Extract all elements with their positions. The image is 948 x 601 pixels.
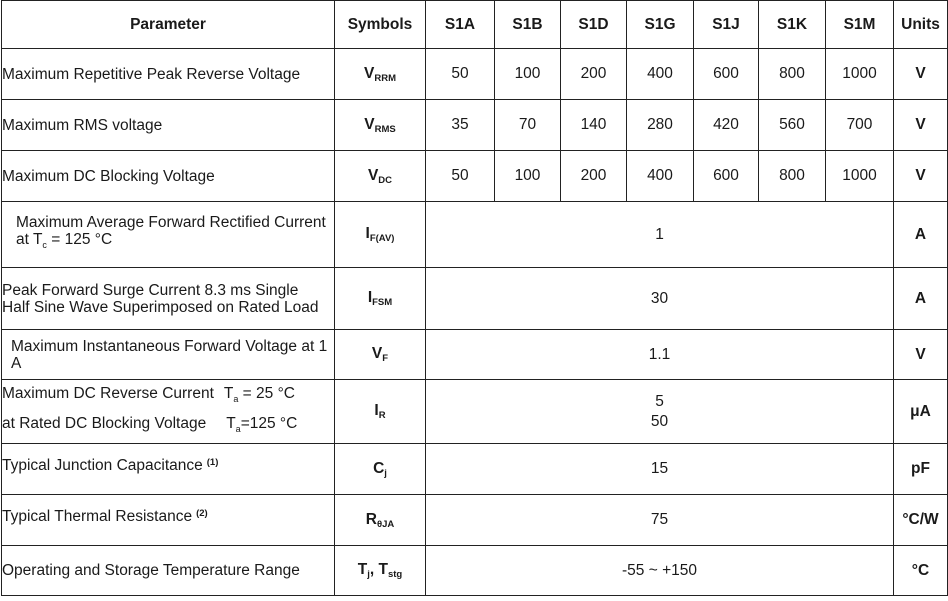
value-vdc-s1m: 1000 <box>826 151 894 202</box>
value-vdc-s1a: 50 <box>426 151 495 202</box>
symbol-temp: $T_j$, $T_{stg}$ <box>335 546 426 596</box>
param-ir <box>2 380 335 444</box>
unit-ir: μA <box>894 380 948 444</box>
symbol-vf: $V_F$ <box>335 330 426 380</box>
note-2-marker: (2) <box>196 508 208 519</box>
param-ifsm-line2: Half Sine Wave Superimposed on Rated Load <box>2 298 319 316</box>
table-row-temp <box>2 546 948 596</box>
value-vdc-s1j: 600 <box>694 151 759 202</box>
value-vrms-s1d: 140 <box>561 100 627 151</box>
table-row-vrms <box>2 100 948 151</box>
header-row <box>2 1 948 49</box>
value-rth: 75 <box>426 495 894 546</box>
table-row-vdc <box>2 151 948 202</box>
value-vrrm-s1k: 800 <box>759 49 826 100</box>
symbol-rth: $R_{\theta JA}$ <box>335 495 426 546</box>
symbol-vrrm: $V_{RRM}$ <box>335 49 426 100</box>
param-vf: Maximum Instantaneous Forward Voltage at 1 A <box>2 330 335 380</box>
value-vrrm-s1d: 200 <box>561 49 627 100</box>
param-vrrm: Maximum Repetitive Peak Reverse Voltage <box>2 49 335 100</box>
value-vrms-s1j: 420 <box>694 100 759 151</box>
value-vdc-s1d: 200 <box>561 151 627 202</box>
value-vrms-s1m: 700 <box>826 100 894 151</box>
device-header-s1g: S1G <box>627 1 694 49</box>
value-ifsm: 30 <box>426 268 894 330</box>
value-vf: 1.1 <box>426 330 894 380</box>
unit-ifav: A <box>894 202 948 268</box>
table-row-ifsm <box>2 268 948 330</box>
value-ifav: 1 <box>426 202 894 268</box>
symbol-vrms: $V_{RMS}$ <box>335 100 426 151</box>
note-1-marker: (1) <box>206 457 219 468</box>
device-header-s1d: S1D <box>561 1 627 49</box>
device-header-s1m: S1M <box>826 1 894 49</box>
table-row-rth <box>2 495 948 546</box>
param-ifsm-line1: Peak Forward Surge Current 8.3 ms Single <box>2 281 299 299</box>
value-ir-125c: 50 <box>650 412 669 430</box>
param-cj: Typical Junction Capacitance $^{(1)}$ <box>2 444 335 495</box>
unit-vrms: V <box>894 100 948 151</box>
value-ir <box>426 380 894 444</box>
unit-rth: °C/W <box>894 495 948 546</box>
value-cj: 15 <box>426 444 894 495</box>
table-row-cj <box>2 444 948 495</box>
unit-vdc: V <box>894 151 948 202</box>
unit-temp: °C <box>894 546 948 596</box>
table-row-vf <box>2 330 948 380</box>
symbol-vdc: $V_{DC}$ <box>335 151 426 202</box>
param-vrms: Maximum RMS voltage <box>2 100 335 151</box>
units-header: Units <box>894 1 948 49</box>
value-ir-25c: 5 <box>655 392 664 410</box>
ratings-table <box>1 0 948 596</box>
symbol-cj: $C_j$ <box>335 444 426 495</box>
device-header-s1a: S1A <box>426 1 495 49</box>
value-vrms-s1a: 35 <box>426 100 495 151</box>
symbols-header: Symbols <box>335 1 426 49</box>
value-vrrm-s1b: 100 <box>495 49 561 100</box>
device-header-s1b: S1B <box>495 1 561 49</box>
value-vrrm-s1g: 400 <box>627 49 694 100</box>
value-vrms-s1b: 70 <box>495 100 561 151</box>
unit-vf: V <box>894 330 948 380</box>
param-ir-line2: at Rated DC Blocking Voltage $T_a=125$ °C <box>2 414 298 434</box>
symbol-ir: $I_R$ <box>335 380 426 444</box>
param-vdc: Maximum DC Blocking Voltage <box>2 151 335 202</box>
param-ifav-line2: at $T_c = 125$ °C <box>16 231 113 251</box>
value-vrrm-s1j: 600 <box>694 49 759 100</box>
value-vrms-s1g: 280 <box>627 100 694 151</box>
table-row-vrrm <box>2 49 948 100</box>
symbol-ifsm: $I_{FSM}$ <box>335 268 426 330</box>
value-vdc-s1k: 800 <box>759 151 826 202</box>
symbol-ifav: $I_{F(AV)}$ <box>335 202 426 268</box>
param-rth: Typical Thermal Resistance $^{(2)}$ <box>2 495 335 546</box>
parameter-header: Parameter <box>2 1 335 49</box>
device-header-s1j: S1J <box>694 1 759 49</box>
value-vrrm-s1a: 50 <box>426 49 495 100</box>
value-vrrm-s1m: 1000 <box>826 49 894 100</box>
param-ifav-line1: Maximum Average Forward Rectified Current <box>16 214 326 232</box>
param-ifsm <box>2 268 335 330</box>
value-vdc-s1b: 100 <box>495 151 561 202</box>
value-vdc-s1g: 400 <box>627 151 694 202</box>
value-vrms-s1k: 560 <box>759 100 826 151</box>
unit-ifsm: A <box>894 268 948 330</box>
device-header-s1k: S1K <box>759 1 826 49</box>
param-ir-line1: Maximum DC Reverse Current $T_a = 25$ °C <box>2 385 295 405</box>
value-temp: -55 ~ +150 <box>426 546 894 596</box>
table-row-ifav <box>2 202 948 268</box>
param-temp: Operating and Storage Temperature Range <box>2 546 335 596</box>
table-row-ir <box>2 380 948 444</box>
param-ifav <box>2 202 335 268</box>
unit-vrrm: V <box>894 49 948 100</box>
unit-cj: pF <box>894 444 948 495</box>
